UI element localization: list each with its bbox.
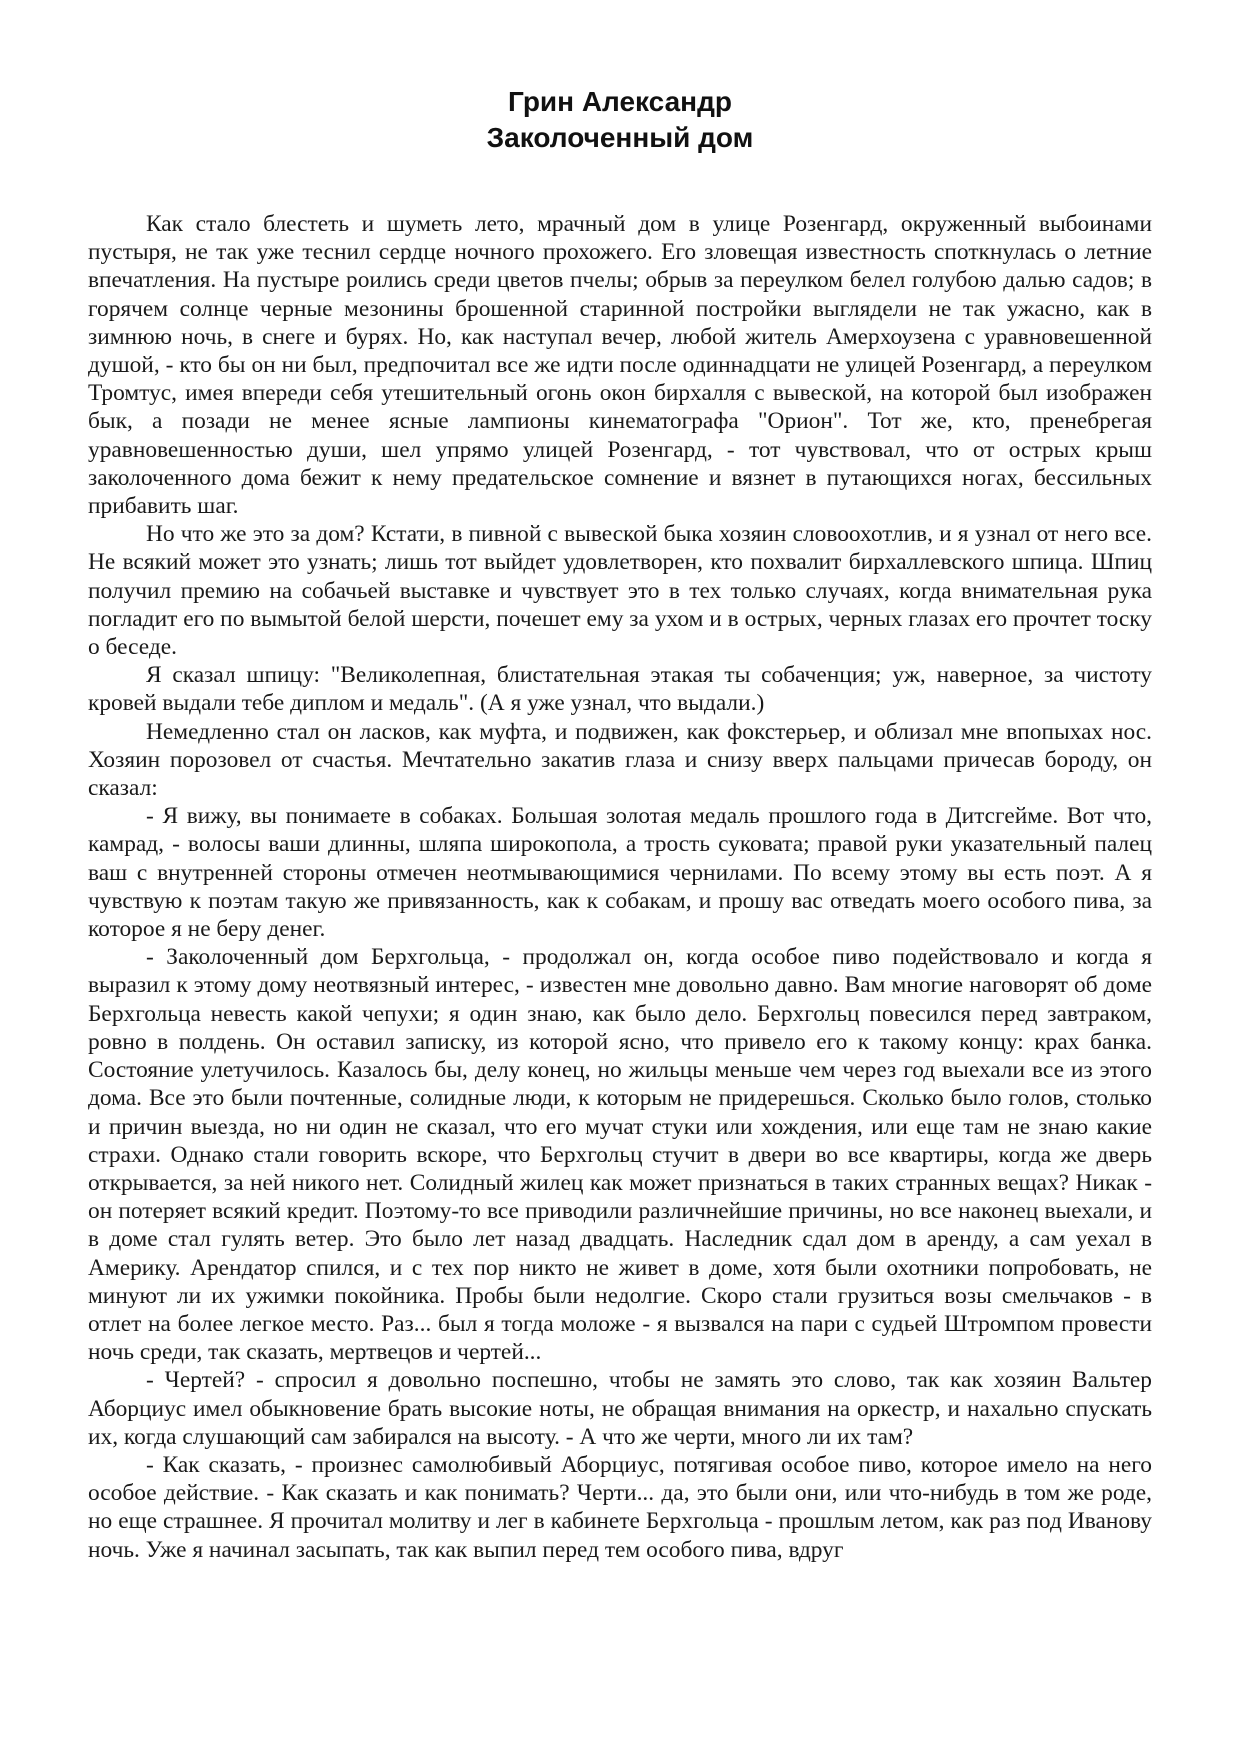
- document-header: [88, 84, 1152, 156]
- author-name: Грин Александр: [508, 86, 732, 117]
- paragraph: Немедленно стал он ласков, как муфта, и подвижен, как фокстерьер, и облизал мне впопыхах нос. Хозяин порозовел от счастья. Мечтательно закатив глаза и снизу вверх пальцами причесав бороду, он сказал:: [88, 718, 1152, 802]
- paragraph: Но что же это за дом? Кстати, в пивной с вывеской быка хозяин словоохотлив, и я узнал от него все. Не всякий может это узнать; лишь тот выйдет удовлетворен, кто похвалит бирхаллевского шпица. Шпиц получил премию на собачьей выставке и чувствует это в тех только случаях, когда внимательная рука погладит его по вымытой белой шерсти, почешет ему за ухом и в острых, черных глазах его прочтет тоску о беседе.: [88, 521, 1152, 661]
- paragraph: - Чертей? - спросил я довольно поспешно, чтобы не замять это слово, так как хозяин Вальтер Аборциус имел обыкновение брать высокие ноты, не обращая внимания на оркестр, и нахально спускать их, когда слушающий сам забирался на высоту. - А что же черти, много ли их там?: [88, 1367, 1152, 1450]
- paragraph: - Как сказать, - произнес самолюбивый Аборциус, потягивая особое пиво, которое имело на него особое действие. - Как сказать и как понимать? Черти... да, это были они, или что-нибудь в том же роде, но еще страшнее. Я прочитал молитву и лег в кабинете Берхгольца - прошлым летом, как раз под Иванову ночь. Уже я начинал засыпать, так как выпил перед тем особого пива, вдруг: [88, 1451, 1152, 1563]
- paragraph: Я сказал шпицу: "Великолепная, блистательная этакая ты собаченция; уж, наверное, за чистоту кровей выдали тебе диплом и медаль". (А я уже узнал, что выдали.): [88, 662, 1152, 717]
- document-title: Заколоченный дом: [486, 122, 754, 153]
- paragraph: - Я вижу, вы понимаете в собаках. Большая золотая медаль прошлого года в Дитсгейме. Вот что, камрад, - волосы ваши длинны, шляпа широкопола, а трость суковата; правой руки указательный палец ваш с внутренней стороны отмечен неотмывающимися чернилами. По всему этому вы есть поэт. А я чувствую к поэтам такую же привязанность, как к собакам, и прошу вас отведать моего особого пива, за которое я не беру денег.: [88, 803, 1152, 943]
- paragraph: Как стало блестеть и шуметь лето, мрачный дом в улице Розенгард, окруженный выбоинами пустыря, не так уже теснил сердце ночного прохожего. Его зловещая известность споткнулась о летние впечатления. На пустыре роились среди цветов пчелы; обрыв за переулком белел голубою далью садов; в горячем солнце черные мезонины брошенной старинной постройки выглядели не так ужасно, как в зимнюю ночь, в снеге и бурях. Но, как наступал вечер, любой житель Амерхоузена с уравновешенной душой, - кто бы он ни был, предпочитал все же идти после одиннадцати не улицей Розенгард, а переулком Тромтус, имея впереди себя утешительный огонь окон бирхалля с вывеской, на которой был изображен бык, а позади не менее ясные лампионы кинематографа "Орион". Тот же, кто, пренебрегая уравновешенностью души, шел упрямо улицей Розенгард, - тот чувствовал, что от острых крыш заколоченного дома бежит к нему предательское сомнение и вязнет в путающихся ногах, бессильных прибавить шаг.: [88, 211, 1152, 520]
- document-body: [88, 210, 1152, 1564]
- paragraph: - Заколоченный дом Берхгольца, - продолжал он, когда особое пиво подействовало и когда я выразил к этому дому неотвязный интерес, - известен мне довольно давно. Вам многие наговорят об доме Берхгольца невесть какой чепухи; я один знаю, как было дело. Берхгольц повесился перед завтраком, ровно в полдень. Он оставил записку, из которой ясно, что привело его к такому концу: крах банка. Состояние улетучилось. Казалось бы, делу конец, но жильцы меньше чем через год выехали все из этого дома. Все это были почтенные, солидные люди, к которым не придерешься. Сколько было голов, столько и причин выезда, но ни один не сказал, что его мучат стуки или хождения, или еще там не знаю какие страхи. Однако стали говорить вскоре, что Берхгольц стучит в двери во все квартиры, когда же дверь открывается, за ней никого нет. Солидный жилец как может признаться в таких странных вещах? Никак - он потеряет всякий кредит. Поэтому-то все приводили различнейшие причины, но все наконец выехали, и в доме стал гулять ветер. Это было лет назад двадцать. Наследник сдал дом в аренду, а сам уехал в Америку. Арендатор спился, и с тех пор никто не живет в доме, хотя были охотники попробовать, не минуют ли их ужимки покойника. Пробы были недолгие. Скоро стали грузиться возы смельчаков - в отлет на более легкое место. Раз... был я тогда моложе - я вызвался на пари с судьей Штромпом провести ночь среди, так сказать, мертвецов и чертей...: [88, 944, 1152, 1366]
